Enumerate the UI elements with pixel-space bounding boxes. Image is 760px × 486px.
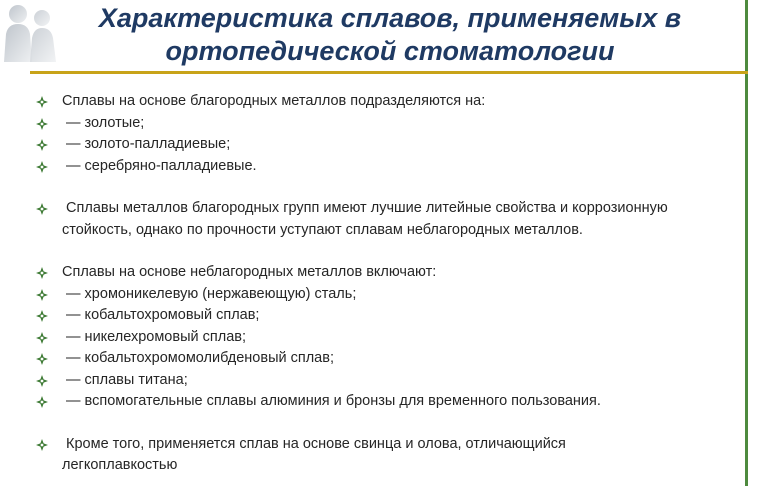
diamond-bullet-icon <box>35 262 62 284</box>
list-item <box>35 284 725 306</box>
list-item-text: — сплавы титана; <box>62 371 188 388</box>
group-noble-properties <box>35 198 725 241</box>
diamond-bullet-icon <box>35 91 62 113</box>
list-item <box>35 370 725 392</box>
list-item-text: Сплавы на основе благородных металлов подразделяются на: <box>62 93 486 109</box>
list-item-text: — золотые; <box>62 114 145 131</box>
diamond-bullet-icon <box>35 156 62 178</box>
title-divider <box>30 71 748 74</box>
list-item <box>35 327 725 349</box>
diamond-bullet-icon <box>35 284 62 306</box>
diamond-bullet-icon <box>35 391 62 413</box>
slide-title <box>40 2 740 68</box>
list-item <box>35 91 725 113</box>
list-item <box>35 305 725 327</box>
list-item <box>35 156 725 178</box>
list-item-text: — никелехромовый сплав; <box>62 328 246 345</box>
list-item-text: — кобальтохромовый сплав; <box>62 307 260 323</box>
list-item-text: — золото-палладиевые; <box>62 136 231 152</box>
group-lead-tin-alloy <box>35 434 725 477</box>
diamond-bullet-icon <box>35 305 62 327</box>
list-item <box>35 113 725 135</box>
spacer <box>35 413 725 434</box>
list-item-text: — хромоникелевую (нержавеющую) сталь; <box>62 285 357 302</box>
group-noble-alloys <box>35 91 725 177</box>
diamond-bullet-icon <box>35 348 62 370</box>
list-item <box>35 434 725 477</box>
diamond-bullet-icon <box>35 370 62 392</box>
slide-content <box>35 91 725 477</box>
spacer <box>35 177 725 198</box>
list-item-text: Сплавы на основе неблагородных металлов включают: <box>62 264 437 280</box>
group-base-alloys <box>35 262 725 413</box>
list-item-text: — кобальтохромомолибденовый сплав; <box>62 350 334 366</box>
list-item <box>35 391 725 413</box>
list-item <box>35 348 725 370</box>
list-item-text: Кроме того, применяется сплав на основе свинца и олова, отличающийся легкоплавкостью <box>62 435 570 473</box>
list-item <box>35 198 725 241</box>
diamond-bullet-icon <box>35 434 62 456</box>
diamond-bullet-icon <box>35 113 62 135</box>
list-item-text: Сплавы металлов благородных групп имеют лучшие литейные свойства и коррозионную стойкость, однако по прочности уступают сплавам неблагородных металлов. <box>62 200 672 238</box>
spacer <box>35 241 725 262</box>
list-item-text: — вспомогательные сплавы алюминия и бронзы для временного пользования. <box>62 393 601 409</box>
slide-title-line-2: ортопедической стоматологии <box>165 36 615 66</box>
list-item-text: — серебряно-палладиевые. <box>62 157 257 174</box>
diamond-bullet-icon <box>35 198 62 220</box>
diamond-bullet-icon <box>35 327 62 349</box>
list-item <box>35 262 725 284</box>
diamond-bullet-icon <box>35 134 62 156</box>
slide-title-line-1: Характеристика сплавов, применяемых в <box>98 3 682 33</box>
list-item <box>35 134 725 156</box>
